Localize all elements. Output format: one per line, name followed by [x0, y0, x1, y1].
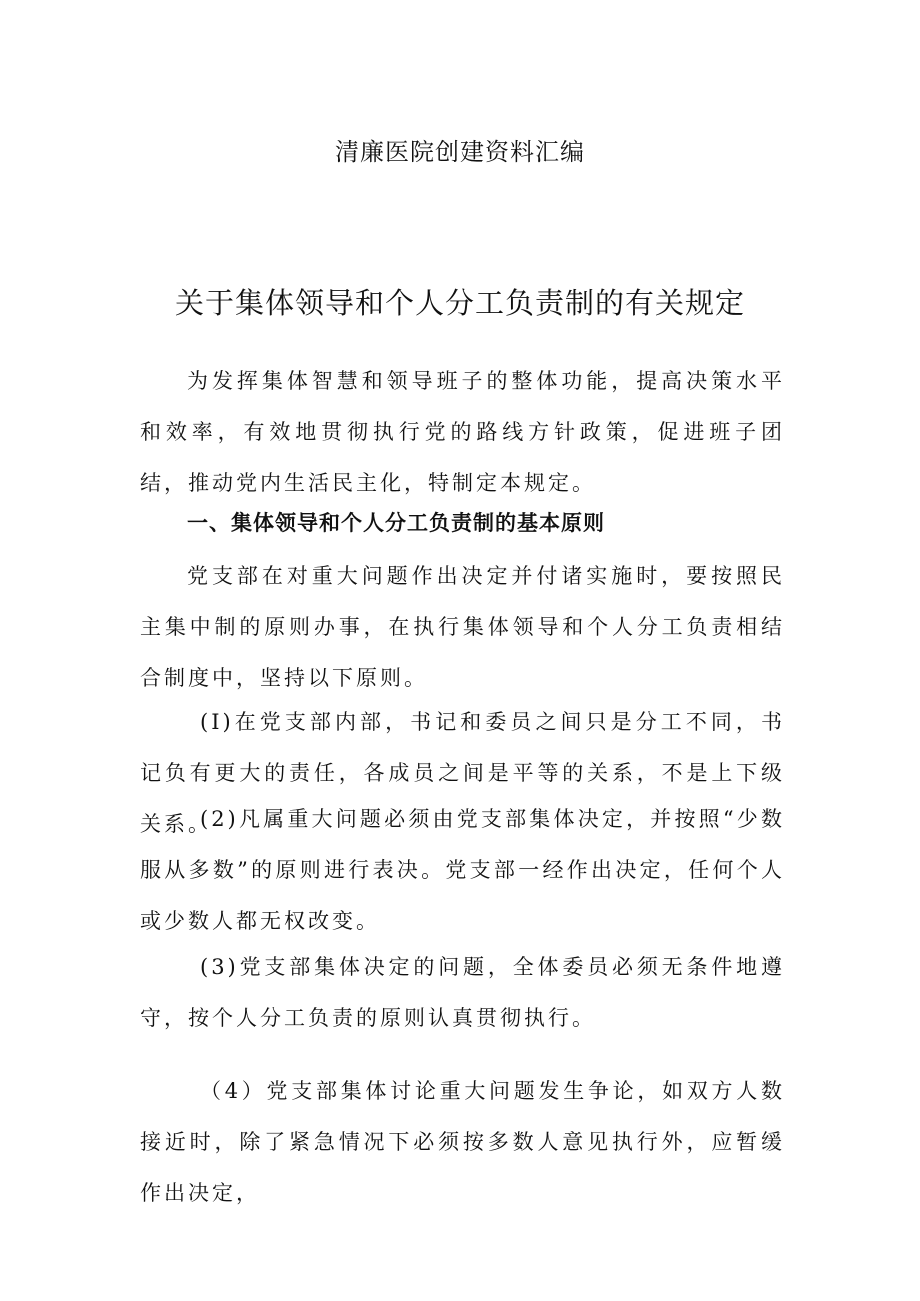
section-intro-paragraph: 党支部在对重大问题作出决定并付诸实施时，要按照民主集中制的原则办事，在执行集体领导和个人分工负责相结合制度中，坚持以下原则。: [140, 564, 785, 690]
principle-item-3: (3)党支部集体决定的问题，全体委员必须无条件地遵守，按个人分工负责的原则认真贯彻执行。: [140, 955, 785, 1030]
principle-item-4: （4）党支部集体讨论重大问题发生争论，如双方人数接近时，除了紧急情况下必须按多数人意见执行外，应暂缓作出决定，: [140, 1079, 785, 1205]
document-title: 关于集体领导和个人分工负责制的有关规定: [174, 286, 745, 320]
intro-paragraph: 为发挥集体智慧和领导班子的整体功能，提高决策水平和效率，有效地贯彻执行党的路线方针政策，促进班子团结，推动党内生活民主化，特制定本规定。: [140, 369, 785, 495]
principle-item-2: (2)凡属重大问题必须由党支部集体决定，并按照“少数服从多数”的原则进行表决。党支部一经作出决定，任何个人或少数人都无权改变。: [140, 807, 785, 933]
header-title: 清廉医院创建资料汇编: [335, 138, 585, 166]
section-heading: 一、集体领导和个人分工负责制的基本原则: [187, 511, 605, 535]
principle-item-1: (I)在党支部内部，书记和委员之间只是分工不同，书记负有更大的责任，各成员之间是平等的关系，不是上下级关系。: [140, 710, 785, 836]
